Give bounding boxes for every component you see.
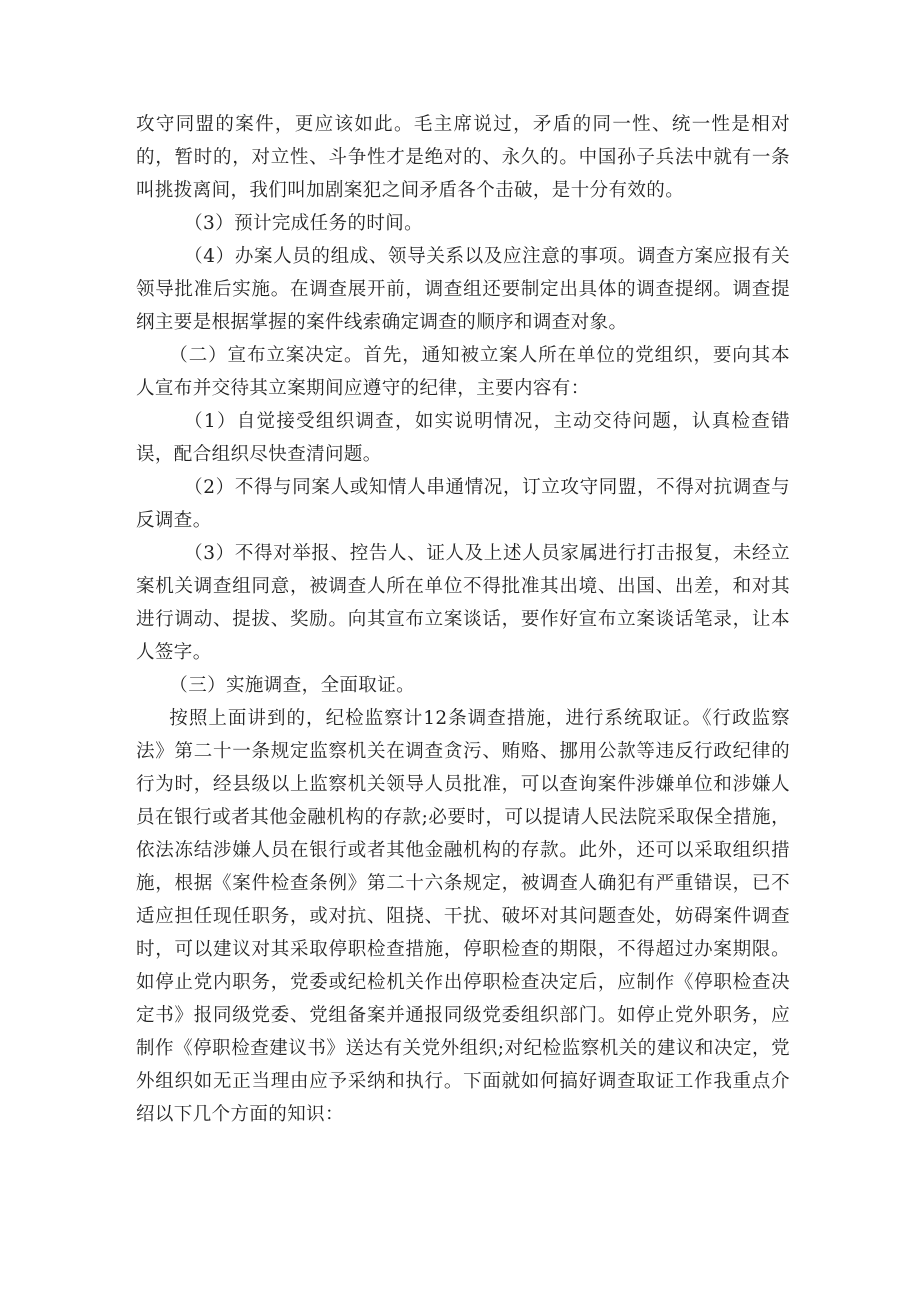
paragraph-evidence-measures: 按照上面讲到的，纪检监察计12条调查措施，进行系统取证。《行政监察法》第二十一条规定监察机关在调查贪污、贿赂、挪用公款等违反行政纪律的行为时，经县级以上监察机关领导人员批准，可以查询案件涉嫌单位和涉嫌人员在银行或者其他金融机构的存款;必要时，可以提请人民法院采取保全措施，依法冻结涉嫌人员在银行或者其他金融机构的存款。此外，还可以采取组织措施，根据《案件检查条例》第二十六条规定，被调查人确犯有严重错误，已不适应担任现任职务，或对抗、阻挠、干扰、破坏对其问题查处，妨碍案件调查时，可以建议对其采取停职检查措施，停职检查的期限，不得超过办案期限。如停止党内职务，党委或纪检机关作出停职检查决定后，应制作《停职检查决定书》报同级党委、党组备案并通报同级党委组织部门。如停止党外职务，应制作《停职检查建议书》送达有关党外组织;对纪检监察机关的建议和决定，党外组织如无正当理由应予采纳和执行。下面就如何搞好调查取证工作我重点介绍以下几个方面的知识： [136,708,790,1125]
paragraph-section-2-announce: （二）宣布立案决定。首先，通知被立案人所在单位的党组织，要向其本人宣布并交待其立案期间应遵守的纪律，主要内容有： [136,345,790,399]
paragraph-section-3-investigate: （三）实施调查，全面取证。 [169,675,415,696]
paragraph-item-4-staff: （4）办案人员的组成、领导关系以及应注意的事项。调查方案应报有关领导批准后实施。在调查展开前，调查组还要制定出具体的调查提纲。调查提纲主要是根据掌握的案件线索确定调查的顺序和调查对象。 [136,246,790,333]
paragraph-rule-1: （1）自觉接受组织调查，如实说明情况，主动交待问题，认真检查错误，配合组织尽快查清问题。 [136,411,790,465]
paragraph-rule-2: （2）不得与同案人或知情人串通情况，订立攻守同盟，不得对抗调查与反调查。 [136,477,790,531]
document-body [136,108,790,1131]
paragraph-continuation: 攻守同盟的案件，更应该如此。毛主席说过，矛盾的同一性、统一性是相对的，暂时的，对立性、斗争性才是绝对的、永久的。中国孙子兵法中就有一条叫挑拨离间，我们叫加剧案犯之间矛盾各个击破，是十分有效的。 [136,114,790,201]
paragraph-item-3-time: （3）预计完成任务的时间。 [184,213,424,234]
paragraph-rule-3: （3）不得对举报、控告人、证人及上述人员家属进行打击报复，未经立案机关调查组同意，被调查人所在单位不得批准其出境、出国、出差，和对其进行调动、提拔、奖励。向其宣布立案谈话，要作好宣布立案谈话笔录，让本人签字。 [136,543,790,663]
